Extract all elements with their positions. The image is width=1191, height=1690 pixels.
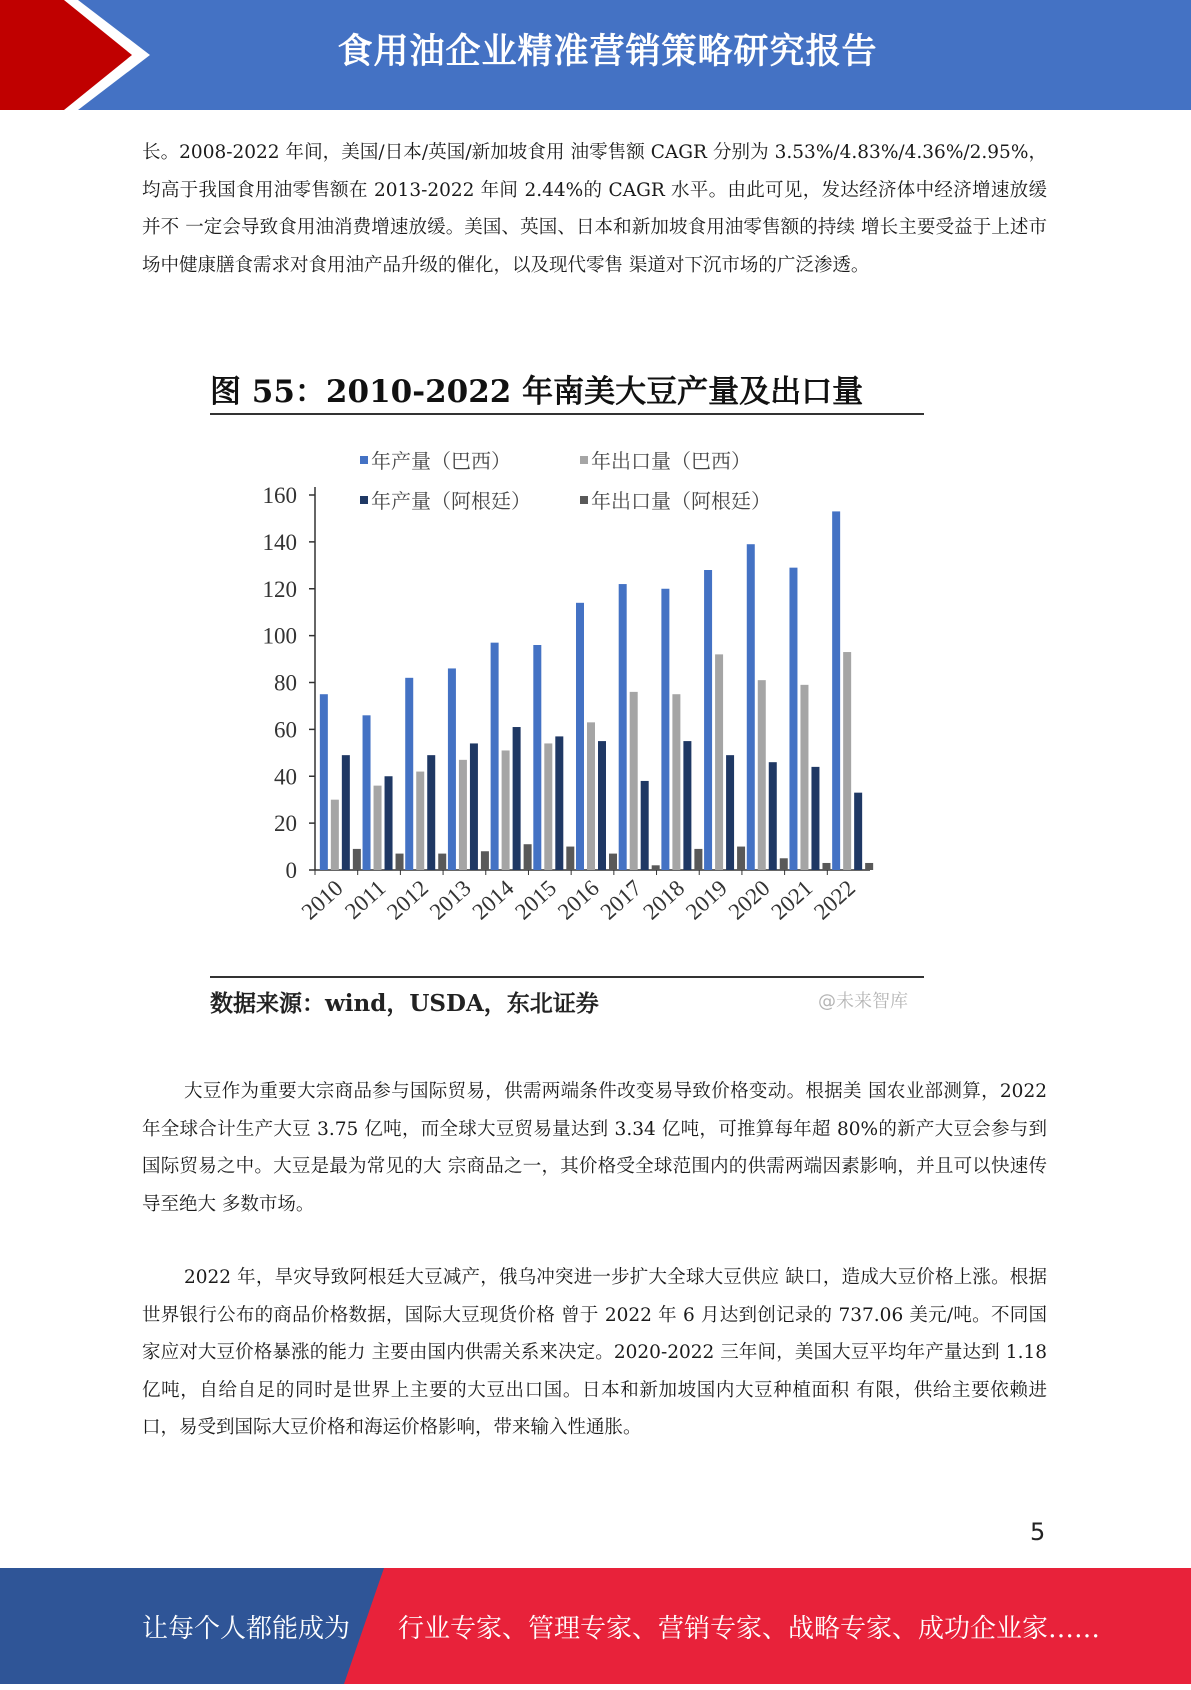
bar bbox=[576, 603, 584, 870]
x-tick-label: 2022 bbox=[809, 875, 860, 925]
bar bbox=[641, 781, 649, 870]
bar bbox=[396, 854, 404, 870]
x-tick-label: 2021 bbox=[766, 875, 818, 925]
bar bbox=[331, 800, 339, 870]
bar bbox=[704, 570, 712, 870]
bar bbox=[427, 755, 435, 870]
page-header bbox=[0, 0, 1191, 110]
bar bbox=[865, 863, 873, 870]
bar bbox=[832, 511, 840, 870]
legend-swatch bbox=[580, 456, 588, 464]
bar bbox=[374, 786, 382, 870]
x-tick-label: 2011 bbox=[340, 875, 391, 924]
bar bbox=[843, 652, 851, 870]
bar bbox=[491, 643, 499, 870]
bar bbox=[694, 849, 702, 870]
x-tick-label: 2012 bbox=[382, 875, 434, 925]
bar bbox=[789, 568, 797, 870]
figure-title: 图 55：2010-2022 年南美大豆产量及出口量 bbox=[210, 374, 864, 410]
bar bbox=[513, 727, 521, 870]
footer-slogan-left: 让每个人都能成为 bbox=[142, 1614, 351, 1644]
x-tick-label: 2010 bbox=[296, 875, 348, 925]
bar bbox=[353, 849, 361, 870]
legend-label: 年产量（巴西） bbox=[371, 451, 511, 473]
x-tick-label: 2016 bbox=[552, 875, 604, 925]
bar bbox=[609, 854, 617, 870]
bar bbox=[533, 645, 541, 870]
x-tick-label: 2013 bbox=[424, 875, 476, 925]
bar bbox=[715, 654, 723, 870]
bar bbox=[587, 722, 595, 870]
page-footer bbox=[0, 1568, 1191, 1684]
y-tick-label: 140 bbox=[262, 529, 297, 555]
bar bbox=[758, 680, 766, 870]
bar bbox=[320, 694, 328, 870]
footer-slogan-right: 行业专家、管理专家、营销专家、战略专家、成功企业家…… bbox=[398, 1614, 1101, 1644]
x-tick-label: 2015 bbox=[510, 875, 562, 925]
bar bbox=[481, 851, 489, 870]
bar bbox=[619, 584, 627, 870]
y-tick-label: 40 bbox=[274, 764, 297, 790]
watermark: @未来智库 bbox=[818, 991, 908, 1012]
bar bbox=[416, 772, 424, 870]
bar bbox=[683, 741, 691, 870]
bar bbox=[630, 692, 638, 870]
bar bbox=[800, 685, 808, 870]
bar bbox=[652, 865, 660, 870]
y-tick-label: 120 bbox=[262, 576, 297, 602]
legend-swatch bbox=[360, 456, 368, 464]
body-paragraph-1: 长。2008-2022 年间，美国/日本/英国/新加坡食用 油零售额 CAGR 分别为 3.53%/4.83%/4.36%/2.95%，均高于我国食用油零售额在 2013-2022 年间 2.44%的 CAGR 水平。由此可见，发达经济体中经济增速放缓并不 一定会导致食用油消费增速放缓。美国、英国、日本和新加坡食用油零售额的持续 增长主要受益于上述市场中健康膳食需求对食用油产品升级的催化，以及现代零售 渠道对下沉市场的广泛渗透。 bbox=[142, 142, 1047, 276]
bar bbox=[342, 755, 350, 870]
legend-label: 年产量（阿根廷） bbox=[371, 491, 531, 513]
bar bbox=[780, 858, 788, 870]
bar bbox=[524, 844, 532, 870]
legend-swatch bbox=[580, 496, 588, 504]
bar bbox=[661, 589, 669, 870]
bar bbox=[726, 755, 734, 870]
bar bbox=[385, 776, 393, 870]
x-tick-label: 2020 bbox=[723, 875, 775, 925]
bar bbox=[769, 762, 777, 870]
x-tick-label: 2014 bbox=[467, 875, 519, 925]
bar bbox=[470, 743, 478, 870]
body-paragraph-2: 大豆作为重要大宗商品参与国际贸易，供需两端条件改变易导致价格变动。根据美 国农业部测算，2022 年全球合计生产大豆 3.75 亿吨，而全球大豆贸易量达到 3.34 亿吨，可推算每年超 80%的新产大豆会参与到国际贸易之中。大豆是最为常见的大 宗商品之一，其价格受全球范围内的供需两端因素影响，并且可以快速传导至绝大 多数市场。 bbox=[142, 1081, 1047, 1215]
y-tick-label: 20 bbox=[274, 811, 297, 837]
bar bbox=[363, 715, 371, 870]
figure-source: 数据来源：wind，USDA，东北证券 bbox=[210, 990, 599, 1017]
page-number: 5 bbox=[1030, 1518, 1046, 1546]
bar bbox=[544, 743, 552, 870]
y-tick-label: 160 bbox=[262, 483, 297, 508]
figure-top-rule bbox=[210, 413, 924, 415]
bar bbox=[598, 741, 606, 870]
bar bbox=[737, 847, 745, 870]
bar bbox=[502, 750, 510, 870]
body-paragraph-3: 2022 年，旱灾导致阿根廷大豆减产，俄乌冲突进一步扩大全球大豆供应 缺口，造成大豆价格上涨。根据世界银行公布的商品价格数据，国际大豆现货价格 曾于 2022 年 6 月达到创记录的 737.06 美元/吨。不同国家应对大豆价格暴涨的能力 主要由国内供需关系来决定。2020-2022 三年间，美国大豆平均年产量达到 1.18 亿吨，自给自足的同时是世界上主要的大豆出口国。日本和新加坡国内大豆种植面积 有限，供给主要依赖进口，易受到国际大豆价格和海运价格影响，带来输入性通胀。 bbox=[142, 1267, 1047, 1438]
bar bbox=[811, 767, 819, 870]
x-tick-label: 2018 bbox=[638, 875, 690, 925]
figure-bottom-rule bbox=[210, 976, 924, 978]
bar bbox=[854, 793, 862, 870]
y-tick-label: 60 bbox=[274, 717, 297, 743]
bar bbox=[566, 847, 574, 870]
bar bbox=[747, 544, 755, 870]
legend-label: 年出口量（巴西） bbox=[591, 451, 751, 473]
y-tick-label: 0 bbox=[285, 858, 297, 883]
bar bbox=[459, 760, 467, 870]
header-title: 食用油企业精准营销策略研究报告 bbox=[337, 32, 878, 72]
y-tick-label: 80 bbox=[274, 670, 297, 696]
bar bbox=[438, 854, 446, 870]
bar bbox=[448, 668, 456, 870]
bar bbox=[672, 694, 680, 870]
x-tick-label: 2017 bbox=[595, 875, 647, 925]
legend-label: 年出口量（阿根廷） bbox=[591, 491, 771, 513]
bar bbox=[822, 863, 830, 870]
y-tick-label: 100 bbox=[262, 623, 297, 649]
bar bbox=[555, 736, 563, 870]
soybean-bar-chart bbox=[210, 430, 924, 970]
x-tick-label: 2019 bbox=[681, 875, 732, 925]
bar bbox=[405, 678, 413, 870]
legend-swatch bbox=[360, 496, 368, 504]
